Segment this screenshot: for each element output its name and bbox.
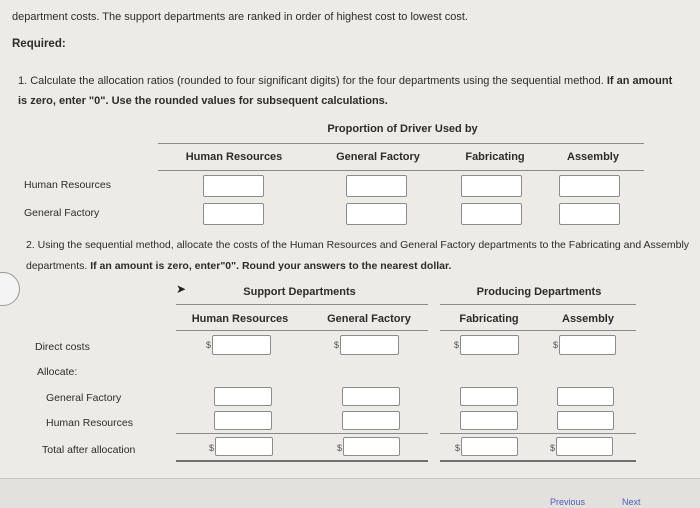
table1-row-general-factory: General Factory — [24, 207, 100, 219]
direct-costs-asm-input[interactable] — [559, 335, 616, 355]
table2-row-human-resources: Human Resources — [46, 417, 133, 429]
currency-symbol: $ — [209, 443, 215, 453]
table2-row-allocate: Allocate: — [37, 366, 78, 378]
direct-costs-fab-input[interactable] — [460, 335, 519, 355]
table2-total-rule-producing — [440, 460, 636, 462]
previous-button[interactable]: Previous — [550, 497, 586, 507]
table2-group-producing: Producing Departments — [476, 286, 602, 298]
allocate-hr-fab-input[interactable] — [460, 411, 518, 430]
ratio-hr-asm-input[interactable] — [559, 175, 620, 197]
table2-subtotal-rule-support — [176, 433, 428, 434]
intro-text: department costs. The support departments are ranked in order of highest cost to lowest cost. — [12, 11, 468, 23]
currency-symbol: $ — [334, 340, 340, 350]
table2-support-rule — [176, 304, 428, 305]
table2-col-general-factory: General Factory — [327, 313, 411, 325]
direct-costs-hr-input[interactable] — [212, 335, 271, 355]
ratio-gf-hr-input[interactable] — [203, 203, 264, 225]
table2-header-rule-support — [176, 330, 428, 331]
table2-col-human-resources: Human Resources — [191, 313, 289, 325]
table1-col-human-resources: Human Resources — [185, 151, 283, 163]
ratio-hr-fab-input[interactable] — [461, 175, 522, 197]
question-2-note: If an amount is zero, enter"0". Round your answers to the nearest dollar. — [90, 260, 452, 272]
table1-title: Proportion of Driver Used by — [327, 123, 478, 135]
currency-symbol: $ — [454, 340, 460, 350]
back-arrow-button[interactable] — [0, 272, 20, 306]
table2-group-support: Support Departments — [243, 286, 356, 298]
table2-subtotal-rule-producing — [440, 433, 636, 434]
next-button[interactable]: Next — [622, 497, 641, 507]
bottom-nav-bar — [0, 478, 700, 508]
total-fab-input[interactable] — [461, 437, 518, 456]
required-label: Required: — [12, 38, 66, 50]
question-1-text — [18, 71, 683, 111]
question-1-instructions: 1. Calculate the allocation ratios (rounded to four significant digits) for the four departments using the sequential method. — [18, 75, 604, 87]
allocate-gf-gf-input[interactable] — [342, 387, 400, 406]
allocate-gf-hr-input[interactable] — [214, 387, 272, 406]
allocate-hr-gf-input[interactable] — [342, 411, 400, 430]
currency-symbol: $ — [206, 340, 212, 350]
total-hr-input[interactable] — [215, 437, 273, 456]
allocate-gf-asm-input[interactable] — [557, 387, 614, 406]
question-2-instructions: 2. Using the sequential method, allocate the costs of the Human Resources and General Factory departments to the Fabricating and Assembly departments. — [26, 239, 690, 272]
table1-row-human-resources: Human Resources — [24, 179, 111, 191]
total-asm-input[interactable] — [556, 437, 613, 456]
allocate-gf-fab-input[interactable] — [460, 387, 518, 406]
table1-col-fabricating: Fabricating — [465, 151, 525, 163]
question-1-note: If an amount is zero, enter "0". Use the rounded values for subsequent calculations. — [18, 75, 673, 107]
table2-header-rule-producing — [440, 330, 636, 331]
table2-producing-rule — [440, 304, 636, 305]
table2-row-total: Total after allocation — [42, 444, 136, 456]
total-gf-input[interactable] — [343, 437, 400, 456]
direct-costs-gf-input[interactable] — [340, 335, 399, 355]
mouse-cursor-icon: ➤ — [176, 282, 187, 296]
table1-col-general-factory: General Factory — [336, 151, 420, 163]
currency-symbol: $ — [553, 340, 559, 350]
question-2-text — [26, 235, 691, 277]
currency-symbol: $ — [337, 443, 343, 453]
table1-title-rule — [158, 143, 644, 144]
ratio-gf-asm-input[interactable] — [559, 203, 620, 225]
table1-header-rule — [158, 170, 644, 171]
table2-row-general-factory: General Factory — [46, 392, 122, 404]
ratio-hr-gf-input[interactable] — [346, 175, 407, 197]
table1-col-assembly: Assembly — [567, 151, 619, 163]
allocate-hr-asm-input[interactable] — [557, 411, 614, 430]
ratio-gf-gf-input[interactable] — [346, 203, 407, 225]
ratio-gf-fab-input[interactable] — [461, 203, 522, 225]
currency-symbol: $ — [455, 443, 461, 453]
table2-col-assembly: Assembly — [562, 313, 614, 325]
table2-col-fabricating: Fabricating — [459, 313, 519, 325]
ratio-hr-hr-input[interactable] — [203, 175, 264, 197]
allocate-hr-hr-input[interactable] — [214, 411, 272, 430]
table2-row-direct-costs: Direct costs — [35, 341, 90, 353]
currency-symbol: $ — [550, 443, 556, 453]
table2-total-rule-support — [176, 460, 428, 462]
